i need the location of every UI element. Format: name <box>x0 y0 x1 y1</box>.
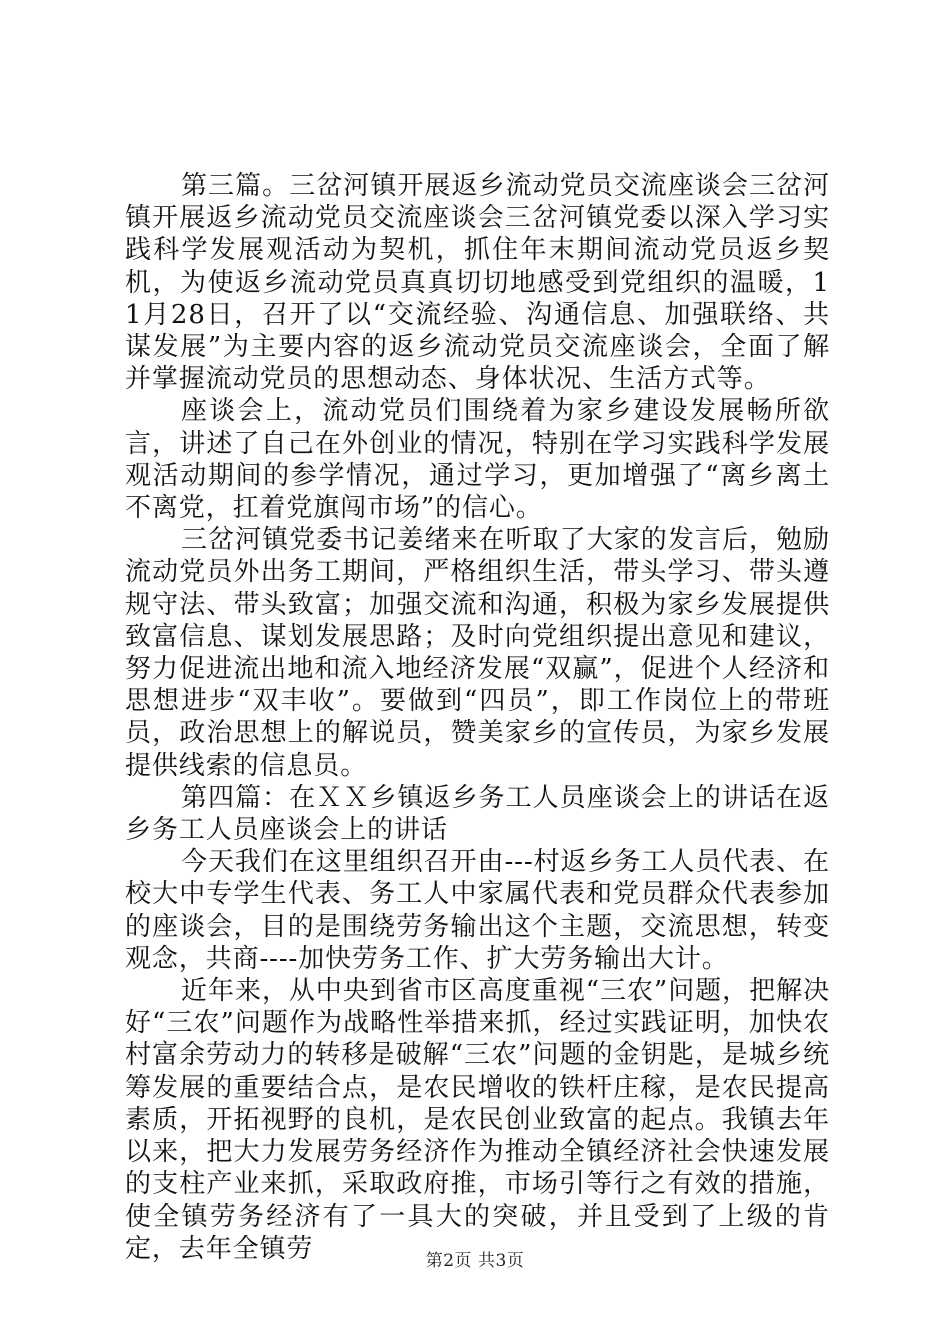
paragraph-forum-opening: 今天我们在这里组织召开由---村返乡务工人员代表、在校大中专学生代表、务工人中家属代表和党员群众代表参加的座谈会，目的是围绕劳务输出这个主题，交流思想，转变观念，共商----加快劳务工作、扩大劳务输出大计。 <box>125 847 830 974</box>
paragraph-labor-economy: 近年来，从中央到省市区高度重视“三农”问题，把解决好“三农”问题作为战略性举措来抓，经过实践证明，加快农村富余劳动力的转移是破解“三农”问题的金钥匙，是城乡统筹发展的重要结合点，是农民增收的铁杆庄稼，是农民提高素质，开拓视野的良机，是农民创业致富的起点。我镇去年以来，把大力发展劳务经济作为推动全镇经济社会快速发展的支柱产业来抓，采取政府推，市场引等行之有效的措施，使全镇劳务经济有了一具大的突破，并且受到了上级的肯定，去年全镇劳 <box>125 976 830 1264</box>
document-body <box>125 170 830 1265</box>
paragraph-section-three: 第三篇。三岔河镇开展返乡流动党员交流座谈会三岔河镇开展返乡流动党员交流座谈会三岔河镇党委以深入学习实践科学发展观活动为契机，抓住年末期间流动党员返乡契机，为使返乡流动党员真真切切地感受到党组织的温暖，11月28日，召开了以“交流经验、沟通信息、加强联络、共谋发展”为主要内容的返乡流动党员交流座谈会，全面了解并掌握流动党员的思想动态、身体状况、生活方式等。 <box>125 171 830 395</box>
page-footer: 第2页 共3页 <box>425 1251 525 1271</box>
paragraph-forum-discussion: 座谈会上，流动党员们围绕着为家乡建设发展畅所欲言，讲述了自己在外创业的情况，特别在学习实践科学发展观活动期间的参学情况，通过学习，更加增强了“离乡离土不离党，扛着党旗闯市场”的信心。 <box>125 396 830 524</box>
paragraph-party-secretary-remarks: 三岔河镇党委书记姜绪来在听取了大家的发言后，勉励流动党员外出务工期间，严格组织生活，带头学习、带头遵规守法、带头致富；加强交流和沟通，积极为家乡发展提供致富信息、谋划发展思路；及时向党组织提出意见和建议，努力促进流出地和流入地经济发展“双赢”，促进个人经济和思想进步“双丰收”。要做到“四员”，即工作岗位上的带班员，政治思想上的解说员，赞美家乡的宣传员，为家乡发展提供线索的信息员。 <box>125 525 830 781</box>
paragraph-section-four-heading: 第四篇：在ＸＸ乡镇返乡务工人员座谈会上的讲话在返乡务工人员座谈会上的讲话 <box>125 782 830 846</box>
